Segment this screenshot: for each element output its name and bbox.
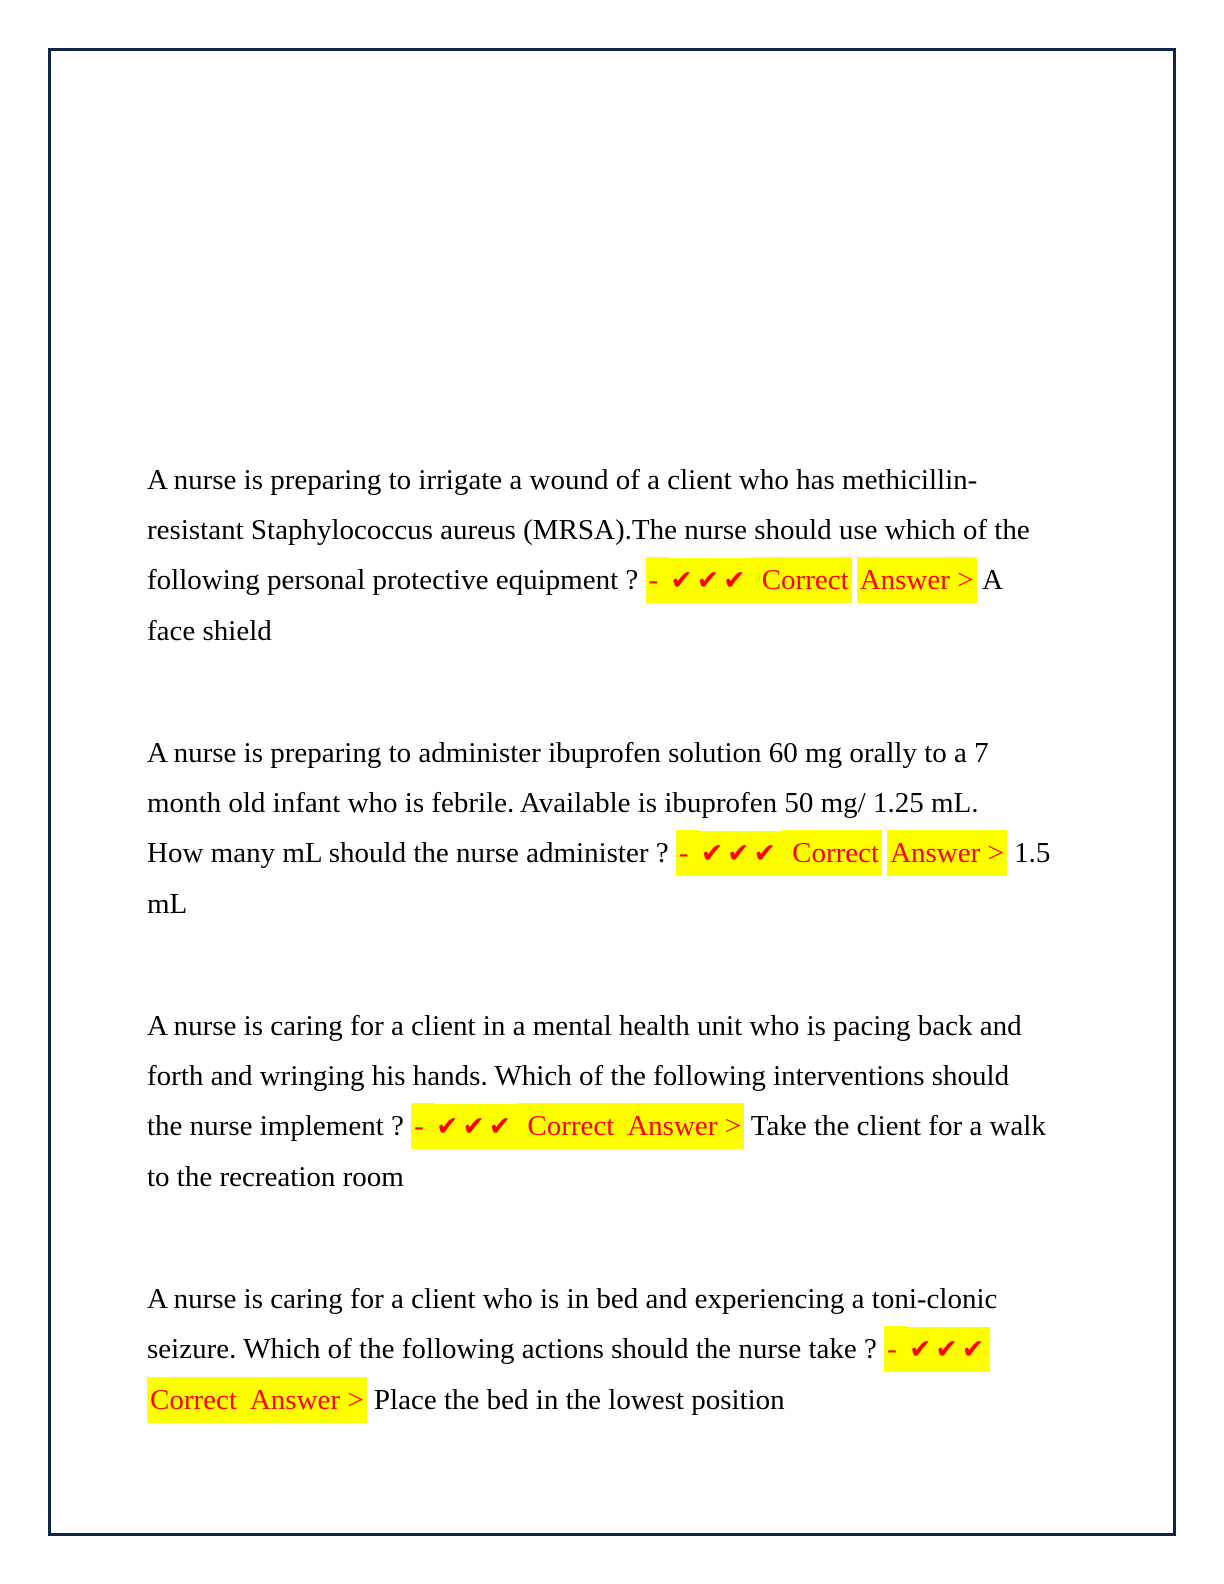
checkmark-icon: ✔✔✔	[434, 1104, 517, 1149]
question-text: mL	[147, 888, 188, 920]
correct-answer-highlight: Answer >	[887, 830, 1007, 876]
question-text: A nurse is caring for a client who is in bed and experiencing a toni-clonic	[147, 1283, 998, 1315]
highlight-gap	[852, 588, 857, 589]
question-text: A nurse is preparing to administer ibuprofen solution 60 mg orally to a 7	[147, 737, 989, 769]
questions	[147, 455, 1107, 1425]
question-text: How many mL should the nurse administer ?	[147, 837, 676, 869]
correct-answer-highlight: -	[646, 557, 669, 603]
checkmark-icon: ✔✔✔	[699, 831, 782, 876]
correct-answer-highlight: Correct	[751, 557, 851, 603]
question-paragraph-1	[147, 455, 1107, 656]
question-text: 1.5	[1006, 837, 1051, 869]
question-text: to the recreation room	[147, 1161, 404, 1193]
question-paragraph-4	[147, 1274, 1107, 1425]
question-text: face shield	[147, 615, 272, 647]
question-text: the nurse implement ?	[147, 1110, 412, 1142]
checkmark-icon: ✔✔✔	[907, 1327, 990, 1372]
correct-answer-highlight: -	[884, 1326, 907, 1372]
question-text: A nurse is preparing to irrigate a wound of a client who has methicillin-	[147, 464, 978, 496]
question-text: A	[976, 564, 1004, 596]
question-text: A nurse is caring for a client in a mental health unit who is pacing back and	[147, 1010, 1022, 1042]
question-text: Place the bed in the lowest position	[366, 1384, 785, 1416]
question-text: following personal protective equipment ?	[147, 564, 646, 596]
question-text: forth and wringing his hands. Which of the following interventions should	[147, 1060, 1010, 1092]
question-text: Take the client for a walk	[744, 1110, 1046, 1142]
question-paragraph-2	[147, 728, 1107, 929]
correct-answer-highlight: Correct Answer >	[517, 1103, 744, 1149]
correct-answer-highlight: -	[411, 1103, 434, 1149]
correct-answer-highlight: Answer >	[857, 557, 977, 603]
correct-answer-highlight: Correct	[782, 830, 882, 876]
question-paragraph-3	[147, 1001, 1107, 1202]
correct-answer-highlight: Correct Answer >	[147, 1377, 367, 1423]
checkmark-icon: ✔✔✔	[668, 558, 751, 603]
question-text: month old infant who is febrile. Available is ibuprofen 50 mg/ 1.25 mL.	[147, 787, 979, 819]
question-text: seizure. Which of the following actions should the nurse take ?	[147, 1333, 885, 1365]
question-text: resistant Staphylococcus aureus (MRSA).The nurse should use which of the	[147, 514, 1030, 546]
correct-answer-highlight: -	[676, 830, 699, 876]
